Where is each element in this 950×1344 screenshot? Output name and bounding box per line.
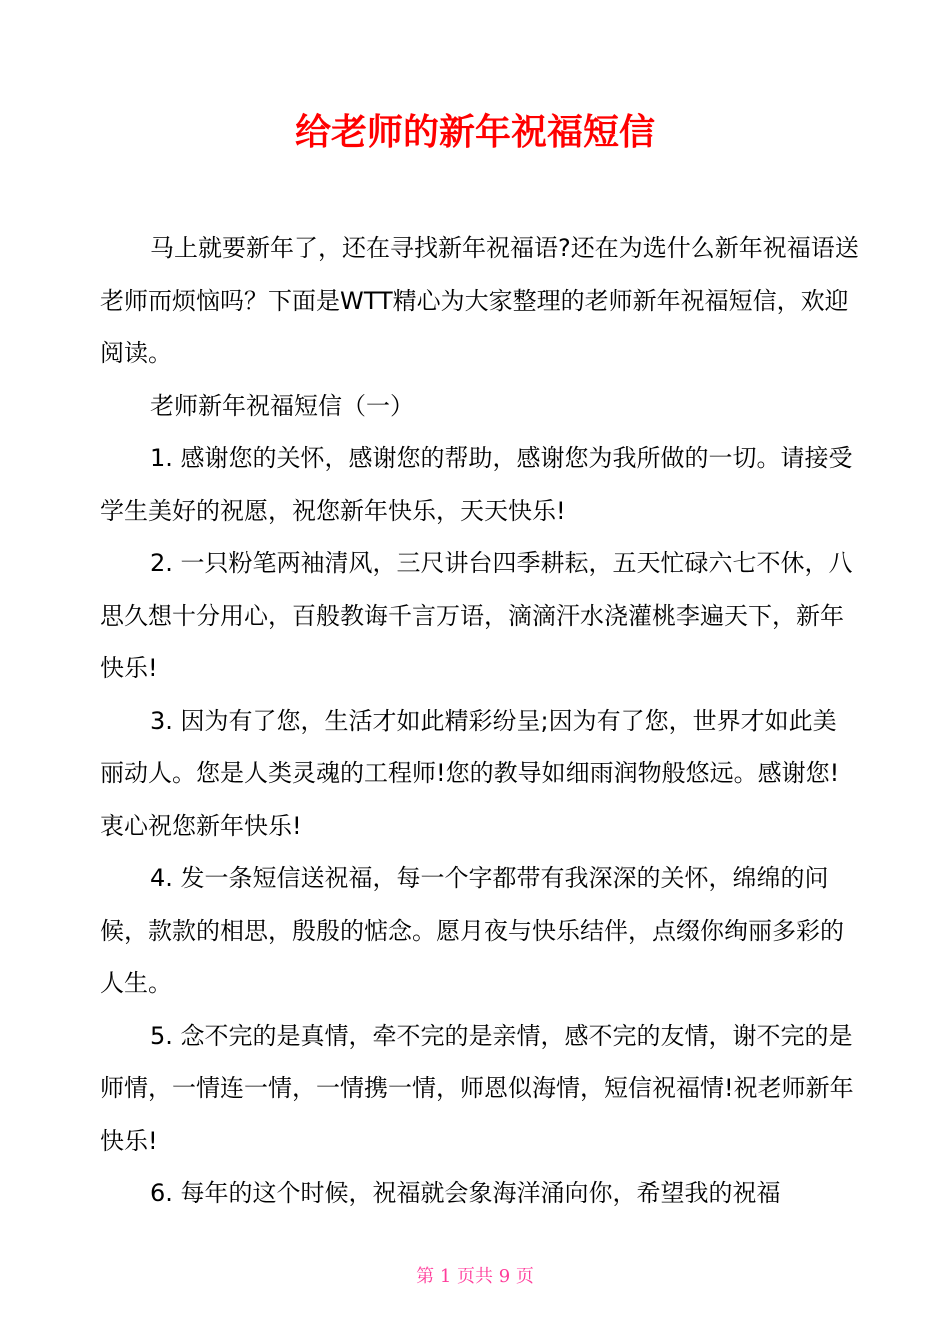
message-item-1: 1. 感谢您的关怀，感谢您的帮助，感谢您为我所做的一切。请接受学生美好的祝愿，祝您新年快乐，天天快乐! [100,444,853,525]
message-item-5: 5. 念不完的是真情，牵不完的是亲情，感不完的友情，谢不完的是师情，一情连一情，一情携一情，师恩似海情，短信祝福情!祝老师新年快乐! [100,1021,854,1155]
section-heading: 老师新年祝福短信（一） [150,391,414,420]
message-item-6: 6. 每年的这个时候，祝福就会象海洋涌向你，希望我的祝福 [150,1179,781,1207]
message-item-3: 3. 因为有了您，生活才如此精彩纷呈;因为有了您，世界才如此美丽动人。您是人类灵魂的工程师!您的教导如细雨润物般悠远。感谢您!衷心祝您新年快乐! [100,706,840,840]
document-body [100,222,860,1220]
message-item-4: 4. 发一条短信送祝福，每一个字都带有我深深的关怀，绵绵的问候，款款的相思，殷殷的惦念。愿月夜与快乐结伴，点缀你绚丽多彩的人生。 [100,864,844,997]
page-number-footer: 第 1 页共 9 页 [416,1266,534,1287]
message-item-2: 2. 一只粉笔两袖清风，三尺讲台四季耕耘，五天忙碌六七不休，八思久想十分用心，百般教诲千言万语，滴滴汗水浇灌桃李遍天下，新年快乐! [100,549,853,682]
document-title: 给老师的新年祝福短信 [294,112,655,153]
intro-paragraph: 马上就要新年了，还在寻找新年祝福语?还在为选什么新年祝福语送老师而烦恼吗？下面是WTT精心为大家整理的老师新年祝福短信，欢迎阅读。 [100,234,859,367]
